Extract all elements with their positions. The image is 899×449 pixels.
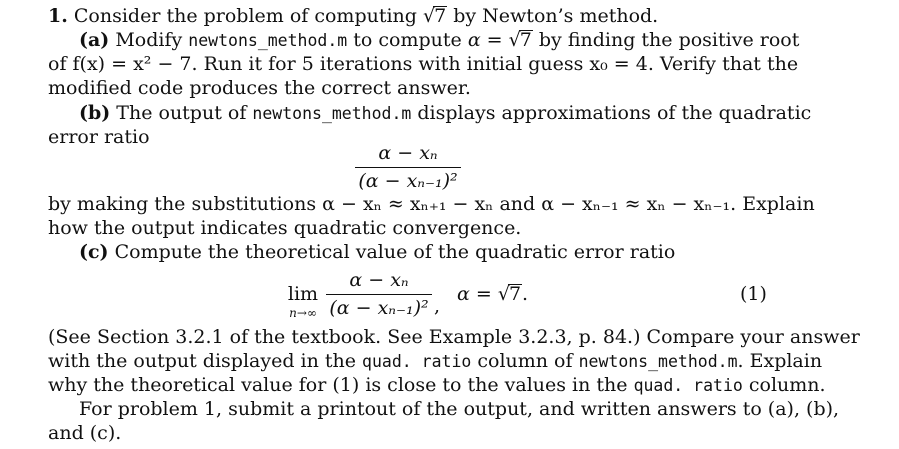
part-c-label: (c) <box>79 241 109 263</box>
part-c-line-3 <box>48 349 868 374</box>
problem-number: 1. <box>48 5 68 27</box>
part-b-text-a: The output of <box>110 102 253 124</box>
text: with the output displayed in the <box>48 350 363 372</box>
part-b-label: (b) <box>79 102 111 124</box>
fraction-denominator: (α − xₙ₋₁)² <box>358 170 458 192</box>
code-quad-ratio: quad. ratio <box>633 376 743 395</box>
fraction-bar <box>326 294 432 295</box>
part-a-alpha: α = <box>467 29 509 51</box>
footer-line-2: and (c). <box>48 422 122 444</box>
code-quad-ratio: quad. ratio <box>362 352 472 371</box>
part-c-line-2: (See Section 3.2.1 of the textbook. See Example 3.2.3, p. 84.) Compare your answer <box>48 326 860 348</box>
lim-subscript: n→∞ <box>289 306 317 320</box>
part-b-text-b: displays approximations of the quadratic <box>411 102 812 124</box>
text: . Explain <box>737 350 823 372</box>
intro-text-a: Consider the problem of computing <box>73 5 423 27</box>
fraction-bar <box>355 167 461 168</box>
error-ratio-fraction <box>355 141 461 193</box>
part-a-line-3: modified code produces the correct answer. <box>48 77 471 99</box>
text: column. <box>742 374 826 396</box>
footer-line-1: For problem 1, submit a printout of the output, and written answers to (a), (b), <box>79 398 840 420</box>
fraction-numerator: α − xₙ <box>378 142 438 164</box>
part-b-line-3: by making the substitutions α − xₙ ≈ xₙ₊₁ − xₙ and α − xₙ₋₁ ≈ xₙ − xₙ₋₁. Explain <box>48 193 815 215</box>
part-a-line-2: of f(x) = x² − 7. Run it for 5 iterations with initial guess x₀ = 4. Verify that the <box>48 53 799 75</box>
sqrt-radicand: 7 <box>508 283 522 305</box>
sqrt-sign: √ <box>508 29 521 51</box>
sqrt-radicand: 7 <box>519 29 532 51</box>
part-b-line-2: error ratio <box>48 126 150 148</box>
sqrt-sign: √ <box>497 283 510 305</box>
comma: , <box>434 295 441 317</box>
fraction-numerator: α − xₙ <box>349 269 409 291</box>
part-a-text: Modify <box>109 29 189 51</box>
limit-operator <box>282 282 324 320</box>
equation-number: (1) <box>740 283 767 305</box>
problem-intro <box>48 4 868 28</box>
part-a-line-1 <box>79 28 899 53</box>
part-c-line-1 <box>79 240 899 264</box>
text: why the theoretical value for (1) is close to the values in the <box>48 374 634 396</box>
part-c-text: Compute the theoretical value of the quadratic error ratio <box>108 241 676 263</box>
part-a-label: (a) <box>79 29 110 51</box>
lim-word: lim <box>287 283 319 305</box>
part-a-text-b: to compute <box>347 29 468 51</box>
fraction-denominator: (α − xₙ₋₁)² <box>329 297 429 319</box>
part-a-code: newtons_method.m <box>188 31 348 50</box>
part-b-line-1 <box>79 101 899 126</box>
part-c-line-4 <box>48 373 868 398</box>
alpha-definition <box>457 282 528 306</box>
intro-text-c: by Newton’s method. <box>447 5 659 27</box>
part-b-line-4: how the output indicates quadratic convergence. <box>48 217 522 239</box>
limit-fraction <box>326 268 432 320</box>
text: column of <box>471 350 579 372</box>
code-newtons-method: newtons_method.m <box>578 352 738 371</box>
part-a-text-e: by finding the positive root <box>532 29 800 51</box>
part-b-code: newtons_method.m <box>252 104 412 123</box>
sqrt-sign: √ <box>423 5 436 27</box>
alpha-eq: α = <box>457 283 498 305</box>
sqrt-radicand: 7 <box>434 5 447 27</box>
period: . <box>522 283 529 305</box>
